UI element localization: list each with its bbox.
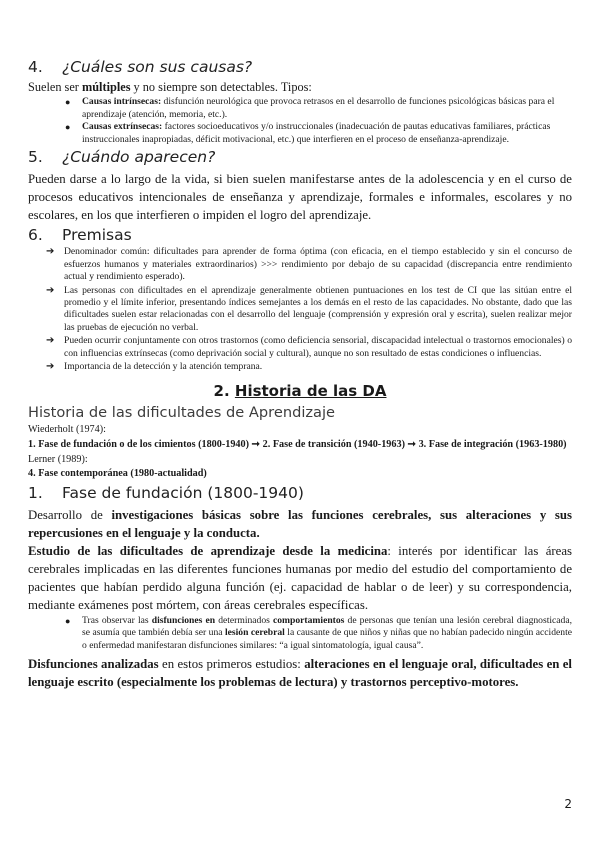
section-number: 5. (28, 148, 43, 167)
list-item: ➔ Denominador común: dificultades para aprender de forma óptima (con eficacia, en el tiempo establecido y sin el concurso de esfuerzos humanos y materiales extraordinarios) >>> rendimiento por debajo de su capacidad (discrepancia entre rendimiento actual y rendimiento esperado). (46, 246, 572, 283)
phases-list: 1. Fase de fundación o de los cimientos (1800-1940) ➞ 2. Fase de transición (1940-1963) ➞ 3. Fase de integración (1963-1980) (28, 439, 567, 451)
paragraph: Desarrollo de investigaciones básicas sobre las funciones cerebrales, sus alteraciones y sus repercusiones en el lenguaje y la conducta. (28, 507, 572, 540)
author-citation: Lerner (1989): (28, 453, 88, 465)
section-number: 6. (28, 226, 43, 245)
section-title: ¿Cuándo aparecen? (62, 148, 216, 167)
list-item: ● Causas intrínsecas: disfunción neurológica que provoca retrasos en el desarrollo de funciones psicológicas básicas para el aprendizaje (atención, memoria, etc.). (65, 96, 555, 120)
author-citation: Wiederholt (1974): (28, 424, 106, 436)
when-paragraph: Pueden darse a lo largo de la vida, si bien suelen manifestarse antes de la adolescencia y en el curso de procesos educativos intencionales de enseñanza y aprendizaje, formales e informales, escolares y no escolares, en los que interfieren o impiden el logro del aprendizaje. (28, 172, 572, 223)
section-title: Premisas (62, 226, 132, 245)
chapter-title: 2. Historia de las DA (213, 382, 387, 401)
list-item: ➔ Las personas con dificultades en el aprendizaje generalmente obtienen puntuaciones en los test de CI que las sitúan entre el promedio y el límite inferior, presentando índices semejantes a los demás en el resto de las capacidades. No obstante, dado que las dificultades suelen estar relacionadas con el desarrollo del lenguaje (comprensión y expresión oral y escrita), suelen realizar mejor las pruebas de ejecución no verbal. (46, 284, 572, 333)
page-number: 2 (564, 797, 572, 811)
phase-4: 4. Fase contemporánea (1980-actualidad) (28, 468, 207, 480)
history-heading: Historia de las dificultades de Aprendizaje (28, 404, 336, 422)
list-item: ● Tras observar las disfunciones en determinados comportamientos de personas que tenían una lesión cerebral diagnosticada, se asumía que también debía ser una lesión cerebral la causante de que niños y niñas que no habían padecido ningún accidente o enfermedad manifestaran disfunciones similares: “a igual sintomatología, igual causa”. (65, 614, 573, 651)
list-item: ➔ Importancia de la detección y la atención temprana. (46, 361, 263, 373)
list-item: ● Causas extrínsecas: factores socioeducativos y/o instruccionales (inadecuación de pautas educativas familiares, prácticas instruccionales inapropiadas, déficit motivacional, etc.) que interfieren en el proceso de enseñanza-aprendizaje. (65, 121, 551, 145)
section-number: 1. (28, 483, 43, 502)
section-5-heading (28, 148, 572, 167)
note-list (28, 615, 572, 653)
list-item: ➔ Pueden ocurrir conjuntamente con otros trastornos (como deficiencia sensorial, discapacidad intelectual o trastornos emocionales) o con influencias extrínsecas (como deprivación social y cultural), aunque no son resultado de estas condiciones o influencias. (46, 335, 572, 359)
premises-list (28, 246, 572, 373)
subsection-1-heading (28, 484, 572, 503)
causes-list (28, 96, 572, 146)
paragraph: Estudio de las dificultades de aprendizaje desde la medicina: interés por identificar las áreas cerebrales implicadas en las diferentes funciones humanas por medio del estudio del comportamiento de pacientes que habían perdido alguna función (ej. capacidad de hablar o de leer) y su correspondencia, mediante exámenes post mórtem, con áreas cerebrales específicas. (28, 543, 572, 612)
section-title: Fase de fundación (1800-1940) (62, 483, 304, 502)
paragraph: Disfunciones analizadas en estos primeros estudios: alteraciones en el lenguaje oral, dificultades en el lenguaje escrito (especialmente los problemas de lectura) y trastornos perceptivo-motores. (28, 656, 572, 689)
section-number: 4. (28, 58, 43, 76)
causes-intro: Suelen ser múltiples y no siempre son detectables. Tipos: (28, 80, 312, 94)
section-6-heading (28, 226, 572, 245)
document-page (28, 58, 572, 691)
section-4-heading (28, 58, 572, 77)
section-title: ¿Cuáles son sus causas? (62, 58, 253, 76)
